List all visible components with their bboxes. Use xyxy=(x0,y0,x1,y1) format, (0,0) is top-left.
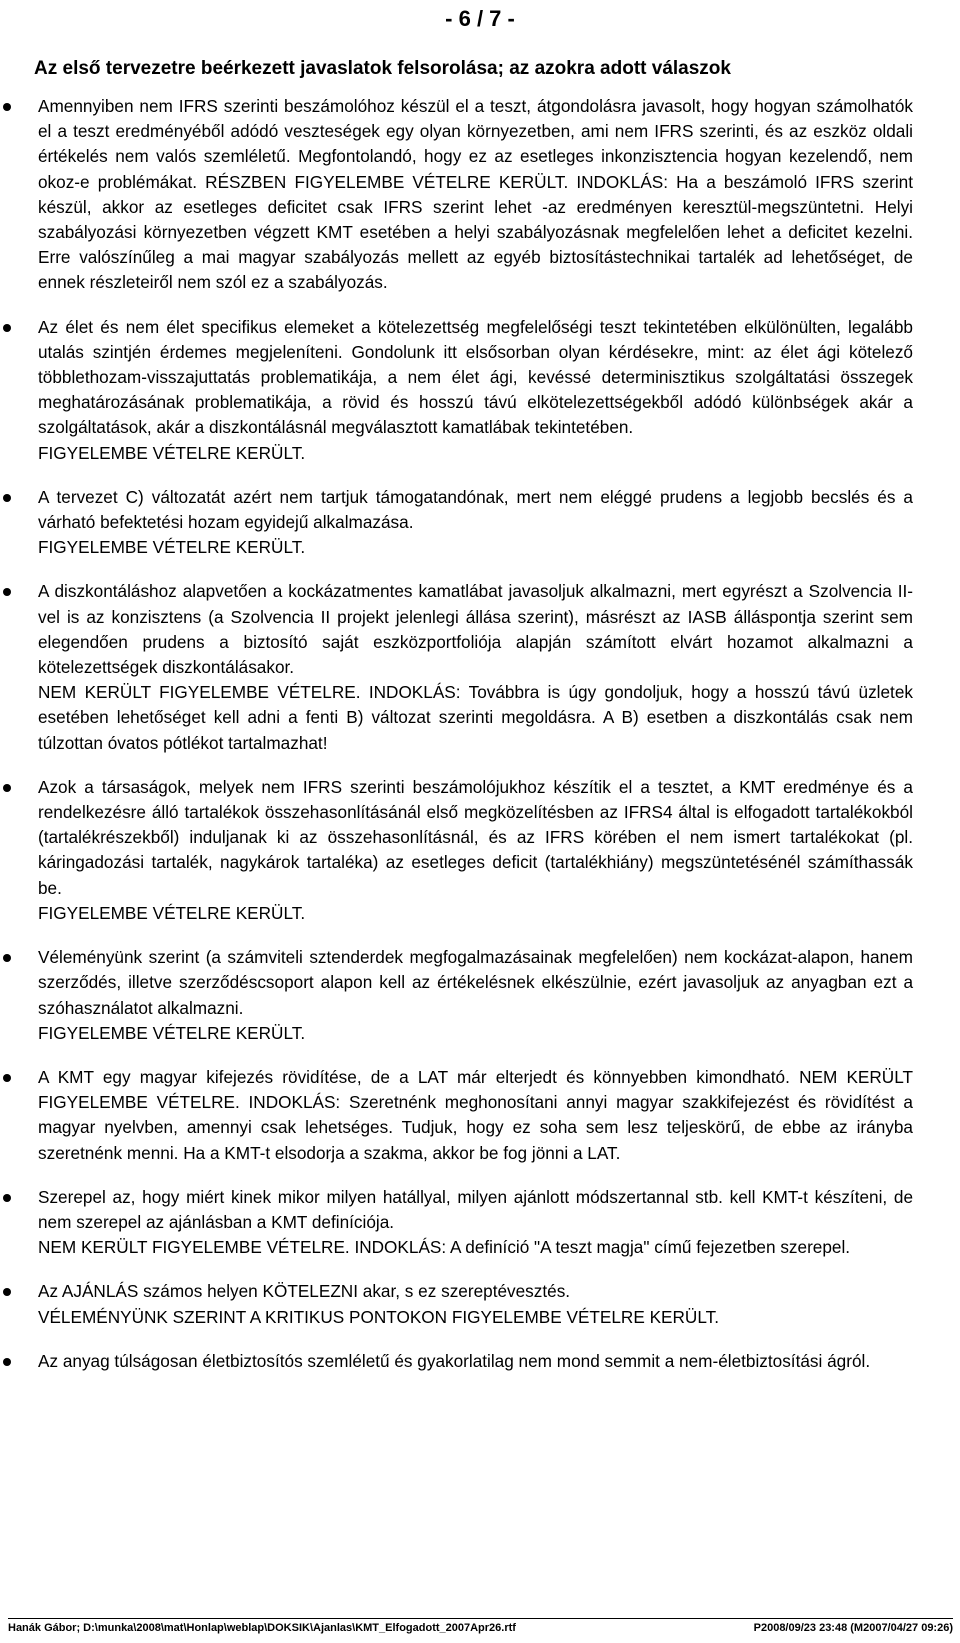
footer-timestamp: P2008/09/23 23:48 (M2007/04/27 09:26) xyxy=(753,1622,953,1634)
item-paragraph: Az anyag túlságosan életbiztosítós szemléletű és gyakorlatilag nem mond semmit a nem-életbiztosítási ágról. xyxy=(38,1350,871,1371)
list-item xyxy=(0,945,913,1046)
item-paragraph: FIGYELEMBE VÉTELRE KERÜLT. xyxy=(38,1022,306,1043)
bullet-icon xyxy=(3,103,11,111)
list-item xyxy=(0,1065,913,1166)
list-item xyxy=(0,579,913,755)
list-item xyxy=(0,775,913,926)
item-paragraph: A KMT egy magyar kifejezés rövidítése, de a LAT már elterjedt és könnyebben kimondható. NEM KERÜLT FIGYELEMBE VÉTELRE. INDOKLÁS: Szeretnénk meghonosítani annyi magyar szakkifejezést és rövidítést a magyar nyelvben, amennyi csak lehetséges. Tudjuk, hogy ez soha sem lesz teljeskörű, de ebbe az irányba szeretnénk menni. Ha a KMT-t elsodorja a szakma, akkor be fog jönni a LAT. xyxy=(38,1066,913,1163)
item-paragraph: Azok a társaságok, melyek nem IFRS szerinti beszámolójukhoz készítik el a tesztet, a KMT eredménye és a rendelkezésre álló tartalékok összehasonlításánál első megközelítésben az IFRS4 által is elfogadott tartalékokból (tartalékrészekből) induljanak ki az összehasonlításnál, és az IFRS körében el nem ismert tartalékokat (pl. káringadozási tartalék, nagykárok tartaléka) az esetleges deficit (tartalékhiány) megszüntetésénél számíthassák be. xyxy=(38,776,913,898)
list-item xyxy=(0,315,913,466)
item-paragraph: Amennyiben nem IFRS szerinti beszámolóhoz készül el a teszt, átgondolásra javasolt, hogy hogyan számolhatók el a teszt eredményéből adódó veszteségek egy olyan környezetben, ami nem IFRS szerinti, és az eszköz oldali értékelés nem valós szemléletű. Megfontolandó, hogy ez az esetleges inkonzisztencia hogyan kezelendő, nem okoz-e problémákat. RÉSZBEN FIGYELEMBE VÉTELRE KERÜLT. INDOKLÁS: Ha a beszámoló IFRS szerint készül, akkor az esetleges deficitet csak IFRS szerint lehet -az eredményen keresztül-megszüntetni. Helyi szabályozási környezetben végzett KMT esetében a helyi szabályozásnak megfelelően lehet a deficitet kezelni. Erre valószínűleg a mai magyar szabályozás mellett az egyéb biztosítástechnikai tartalék ad lehetőséget, de ennek részleteiről nem szól ez a szabályozás. xyxy=(38,96,913,293)
bullet-icon xyxy=(3,588,11,596)
list-item xyxy=(0,1349,913,1374)
item-paragraph: NEM KERÜLT FIGYELEMBE VÉTELRE. INDOKLÁS: A definíció "A teszt magja" című fejezetben szerepel. xyxy=(38,1237,851,1258)
item-paragraph: A diszkontáláshoz alapvetően a kockázatmentes kamatlábat javasoljuk alkalmazni, mert egyrészt a Szolvencia II-vel is az konzisztens (a Szolvencia II projekt jelenlegi állása szerint), másrészt az IASB álláspontja szerint sem elegendően prudens a biztosító saját eszközportfoliója alapján számított elvárt hozamot alkalmazni a kötelezettségek diszkontálásakor. xyxy=(38,581,913,678)
item-paragraph: Az élet és nem élet specifikus elemeket a kötelezettség megfelelőségi teszt tekintetében elkülönülten, legalább utalás szintjén érdemes megjeleníteni. Gondolunk itt elsősorban olyan kérdésekre, mint: az élet ági kötelező többlethozam-visszajuttatás problematikája, a nem élet ági, kevéssé determinisztikus szolgáltatási összegek meghatározásának problematikája, a rövid és hosszú távú elkötelezettségekből adódó különbségek akár a szolgáltatások, akár a diszkontálásnál megválasztott kamatlábak tekintetében. xyxy=(38,316,913,438)
bullet-icon xyxy=(3,784,11,792)
bullet-icon xyxy=(3,1288,11,1296)
bullet-icon xyxy=(3,494,11,502)
footer-file-path: Hanák Gábor; D:\munka\2008\mat\Honlap\weblap\DOKSIK\Ajanlas\KMT_Elfogadott_2007Apr26.rtf xyxy=(8,1622,516,1634)
item-paragraph: Véleményünk szerint (a számviteli sztenderdek megfogalmazásainak megfelelően) nem kockázat-alapon, hanem szerződés, illetve szerződéscsoport alapon kell az értékelésnek elkészülnie, ezért javasoljuk az anyagban ezt a szóhasználatot alkalmazni. xyxy=(38,947,913,1018)
item-paragraph: A tervezet C) változatát azért nem tartjuk támogatandónak, mert nem eléggé prudens a legjobb becslés és a várható befektetési hozam egyidejű alkalmazása. xyxy=(38,486,913,533)
list-item xyxy=(0,94,913,296)
item-paragraph: VÉLEMÉNYÜNK SZERINT A KRITIKUS PONTOKON FIGYELEMBE VÉTELRE KERÜLT. xyxy=(38,1306,719,1327)
bullet-icon xyxy=(3,1074,11,1082)
comment-list xyxy=(0,94,960,1393)
bullet-icon xyxy=(3,1194,11,1202)
section-heading: Az első tervezetre beérkezett javaslatok felsorolása; az azokra adott válaszok xyxy=(34,58,731,79)
bullet-icon xyxy=(3,324,11,332)
list-item xyxy=(0,1279,913,1329)
item-paragraph: FIGYELEMBE VÉTELRE KERÜLT. xyxy=(38,442,306,463)
item-paragraph: Szerepel az, hogy miért kinek mikor milyen hatállyal, milyen ajánlott módszertannal stb. kell KMT-t készíteni, de nem szerepel az ajánlásban a KMT definíciója. xyxy=(38,1186,913,1232)
list-item xyxy=(0,1185,913,1261)
bullet-icon xyxy=(3,954,11,962)
item-paragraph: Az AJÁNLÁS számos helyen KÖTELEZNI akar, s ez szereptévesztés. xyxy=(38,1281,571,1302)
bullet-icon xyxy=(3,1358,11,1366)
page-number: - 6 / 7 - xyxy=(445,6,515,31)
list-item xyxy=(0,485,913,561)
item-paragraph: FIGYELEMBE VÉTELRE KERÜLT. xyxy=(38,537,306,558)
item-paragraph: FIGYELEMBE VÉTELRE KERÜLT. xyxy=(38,902,306,923)
item-paragraph: NEM KERÜLT FIGYELEMBE VÉTELRE. INDOKLÁS: Továbbra is úgy gondoljuk, hogy a hosszú távú üzletek esetében lehetőséget kell adni a fenti B) változat szerinti megoldásra. A B) esetben a diszkontálás csak nem túlzottan óvatos pótlékot tartalmazhat! xyxy=(38,682,913,753)
page-footer xyxy=(8,1618,953,1634)
